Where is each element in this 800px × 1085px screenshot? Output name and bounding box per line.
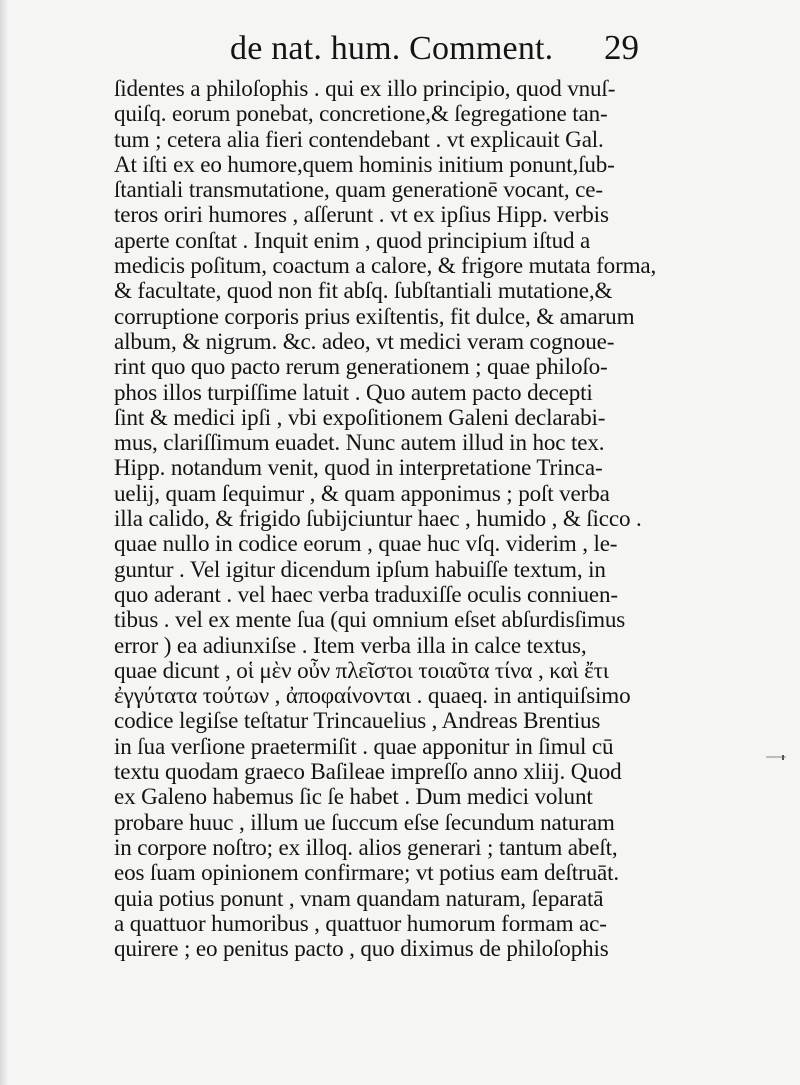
text-line: textu quodam graeco Baſileae impreſſo anno xliij. Quod xyxy=(114,758,622,785)
greek-text-line: quae dicunt , οἱ μὲν οὖν πλεῖστοι τοιαῦτα τίνα , καὶ ἔτι xyxy=(114,656,609,683)
text-line: & facultate, quod non fit abſq. ſubſtantiali mutatione,& xyxy=(114,277,613,304)
text-line: eos ſuam opinionem confirmare; vt potius eam deſtruāt. xyxy=(114,859,619,886)
page-number: 29 xyxy=(604,28,639,67)
text-line: quo aderant . vel haec verba traduxiſſe oculis conniuen- xyxy=(114,580,618,607)
text-line: ſint & medici ipſi , vbi expoſitionem Galeni declarabi- xyxy=(114,403,606,430)
text-line: guntur . Vel igitur dicendum ipſum habuiſſe textum, in xyxy=(114,555,606,582)
text-line: ſidentes a philoſophis . qui ex illo principio, quod vnuſ- xyxy=(114,75,616,101)
greek-text-line: ἐγγύτατα τούτων , ἀποφαίνονται . quaeq. in antiquiſsimo xyxy=(114,682,631,709)
text-line: mus, clariſſimum euadet. Nunc autem illud in hoc tex. xyxy=(114,429,605,456)
text-line: rint quo quo pacto rerum generationem ; quae philoſo- xyxy=(114,353,608,380)
left-margin-shadow xyxy=(0,0,8,1085)
text-line: codice legiſse teſtatur Trincauelius , Andreas Brentius xyxy=(114,707,601,734)
text-line: error ) ea adiunxiſse . Item verba illa in calce textus, xyxy=(114,631,587,658)
text-line: tum ; cetera alia fieri contendebant . vt explicauit Gal. xyxy=(114,125,604,152)
right-edge-mark xyxy=(782,755,784,760)
text-line: ex Galeno habemus ſic ſe habet . Dum medici volunt xyxy=(114,783,593,810)
text-line: corruptione corporis prius exiſtentis, fit dulce, & amarum xyxy=(114,302,635,329)
text-line: quia potius ponunt , vnam quandam naturam, ſeparatā xyxy=(114,884,604,911)
text-line: At iſti ex eo humore,quem hominis initium ponunt,ſub- xyxy=(114,150,615,177)
text-line: album, & nigrum. &c. adeo, vt medici veram cognoue- xyxy=(114,327,615,354)
text-line: uelij, quam ſequimur , & quam apponimus ; poſt verba xyxy=(114,479,610,506)
text-line: medicis poſitum, coactum a calore, & frigore mutata forma, xyxy=(114,252,657,279)
text-line: illa calido, & frigido ſubijciuntur haec , humido , & ſicco . xyxy=(114,505,642,532)
text-line: tibus . vel ex mente ſua (qui omnium eſset abſurdisſimus xyxy=(114,606,626,633)
text-line: quae nullo in codice eorum , quae huc vſq. viderim , le- xyxy=(114,530,618,557)
text-line: probare huuc , illum ue ſuccum eſse ſecundum naturam xyxy=(114,808,615,835)
text-line: ſtantiali transmutatione, quam generationē vocant, ce- xyxy=(114,176,603,203)
text-line: teros oriri humores , aſſerunt . vt ex ipſius Hipp. verbis xyxy=(114,201,609,228)
text-line: Hipp. notandum venit, quod in interpretatione Trinca- xyxy=(114,454,603,481)
page-header xyxy=(230,30,660,70)
text-line: a quattuor humoribus , quattuor humorum formam ac- xyxy=(114,909,607,936)
text-line: in ſua verſione praetermiſit . quae apponitur in ſimul cū xyxy=(114,732,614,759)
text-line: phos illos turpiſſime latuit . Quo autem pacto decepti xyxy=(114,378,593,405)
text-line: in corpore noſtro; ex illoq. alios generari ; tantum abeſt, xyxy=(114,833,618,860)
main-text-block xyxy=(114,76,670,961)
text-line: quiſq. eorum ponebat, concretione,& ſegregatione tan- xyxy=(114,100,608,127)
text-line: quirere ; eo penitus pacto , quo diximus de philoſophis xyxy=(114,935,609,962)
text-line: aperte conſtat . Inquit enim , quod principium iſtud a xyxy=(114,226,591,253)
running-head: de nat. hum. Comment. xyxy=(230,30,554,67)
